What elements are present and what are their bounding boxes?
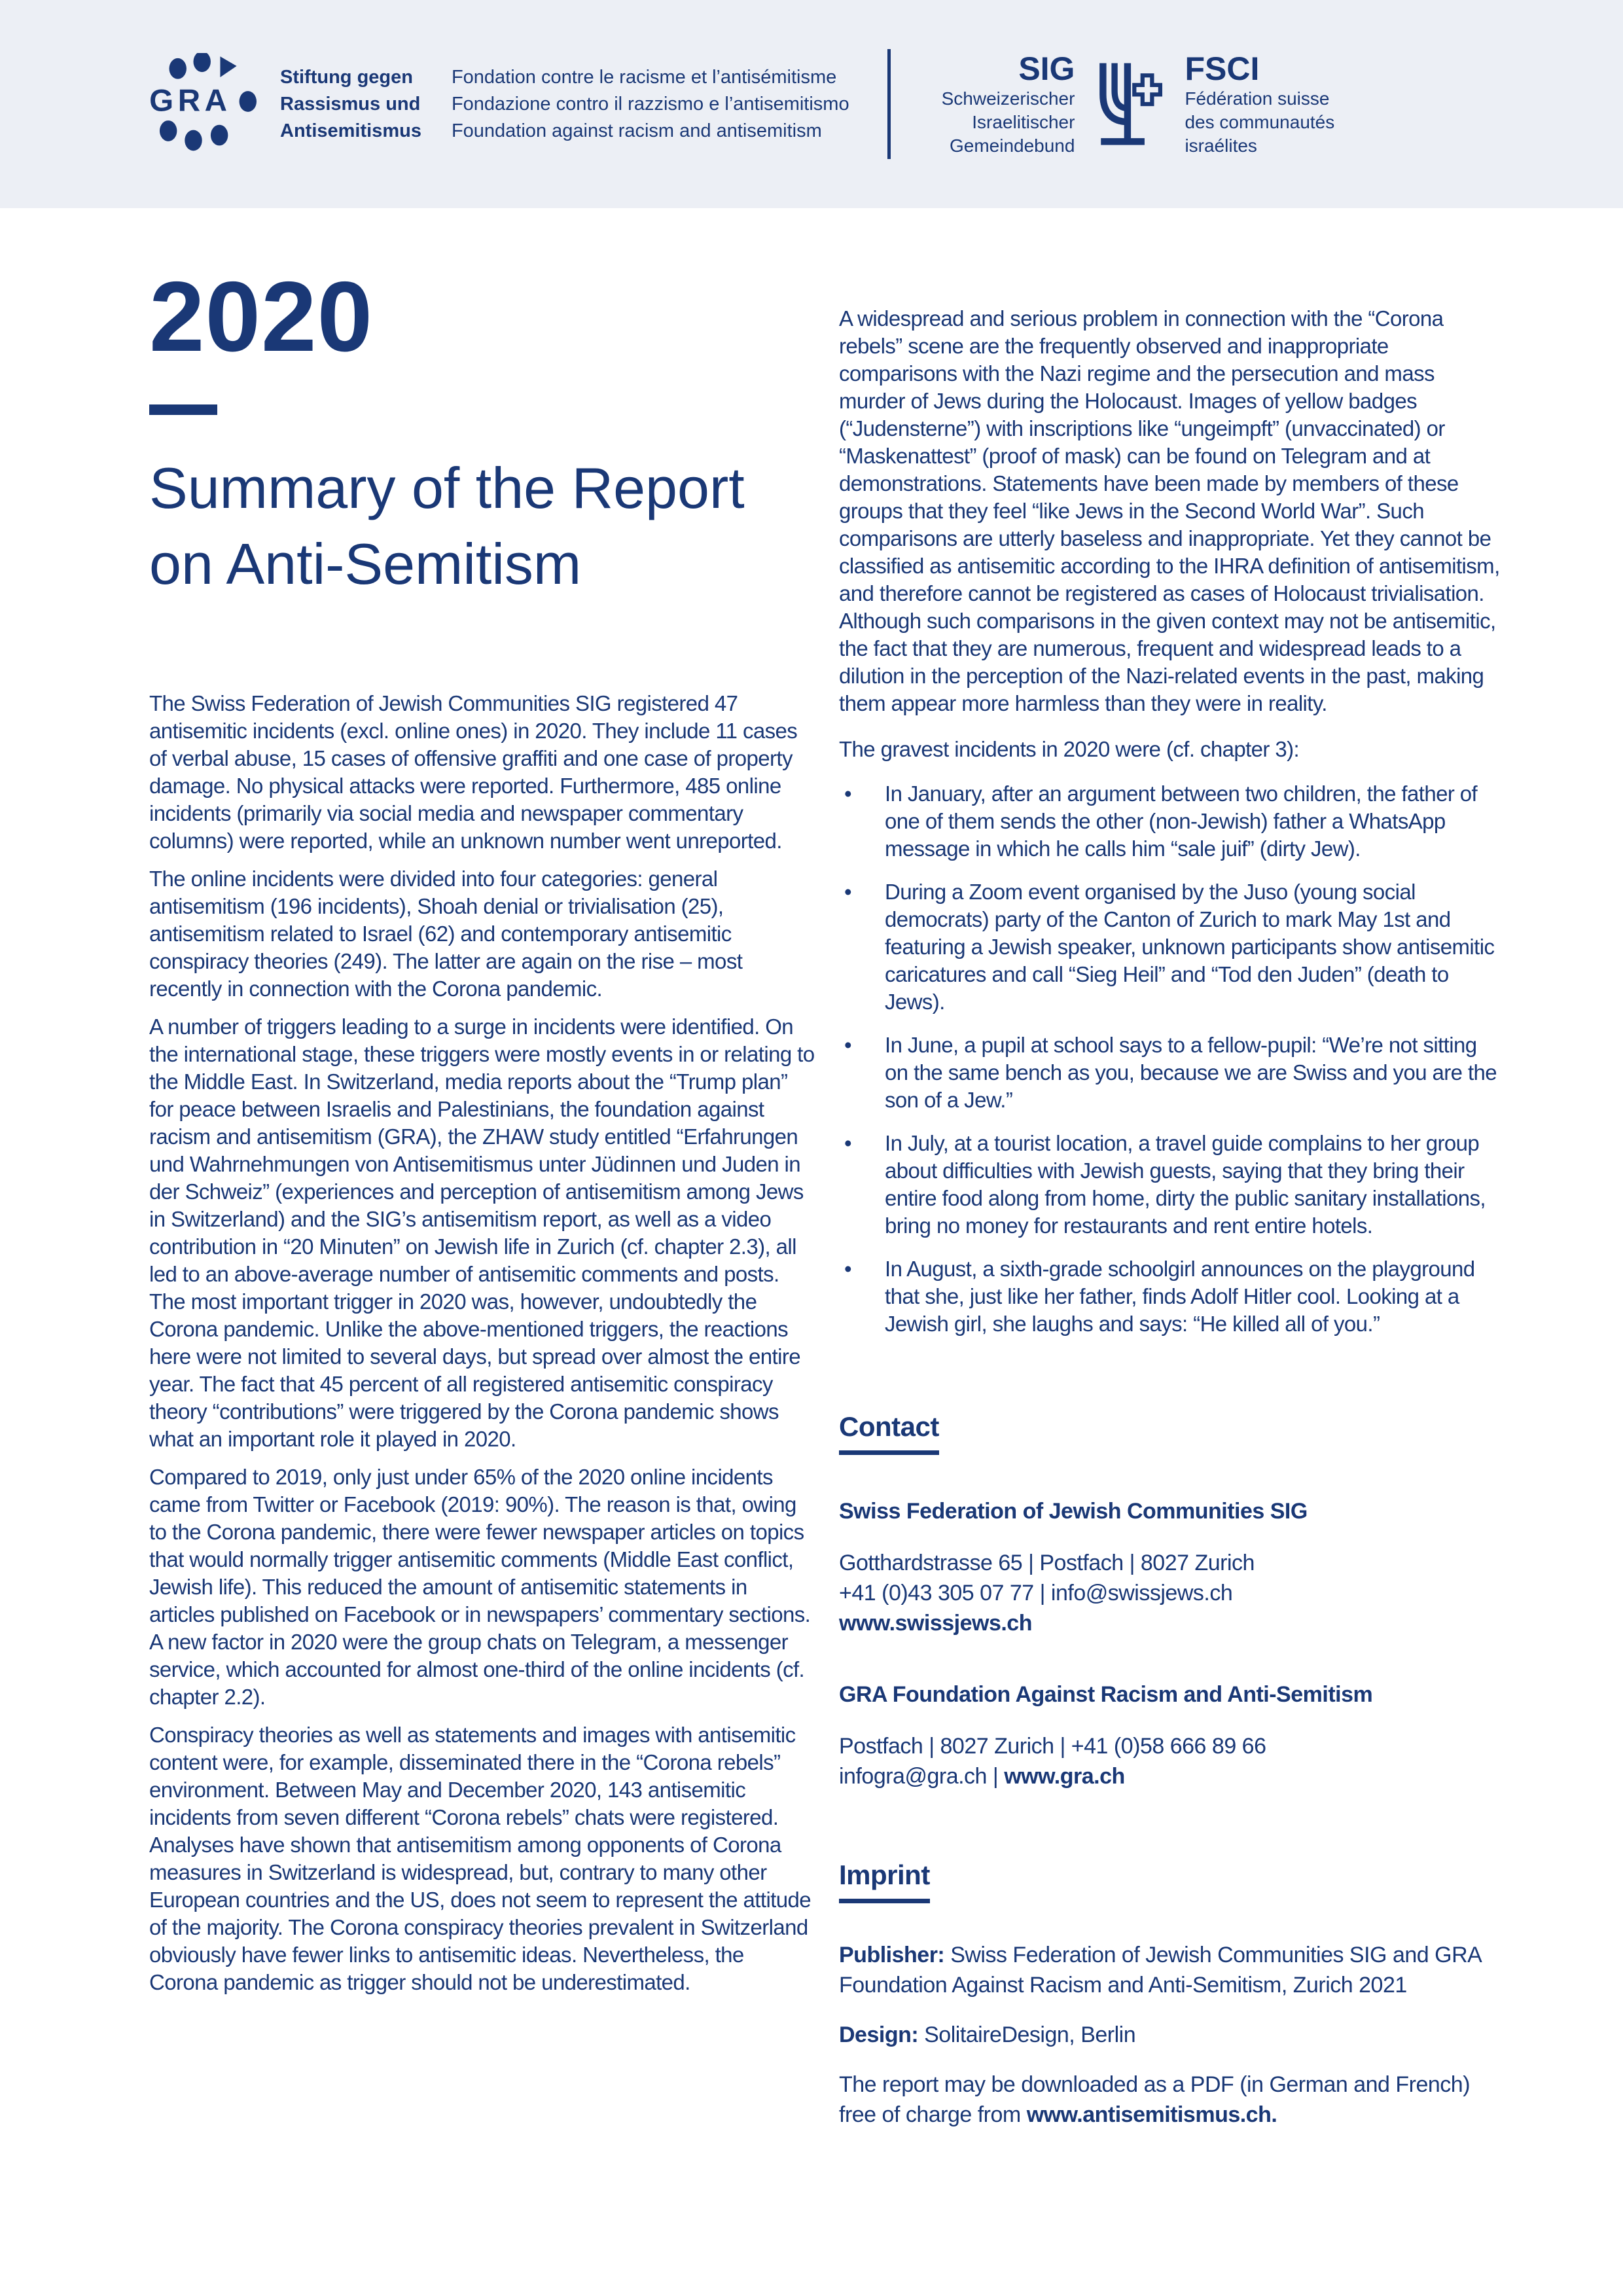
incident-august-schoolgirl: In August, a sixth-grade schoolgirl announces on the playground that she, just like her father, finds Adolf Hitler cool. Looking at a Jewish girl, she laughs and says: “He killed all of you.” <box>885 1257 1475 1336</box>
fsci-name-line2: des communautés <box>1185 112 1335 132</box>
title-accent-bar <box>149 404 217 415</box>
design-label: Design: <box>839 2022 919 2047</box>
gra-name-de-line2: Rassismus und <box>280 93 421 115</box>
imprint-heading: Imprint <box>839 1859 930 1903</box>
header-band <box>0 0 1623 208</box>
contact-sig-email-link[interactable]: info@swissjews.ch <box>1050 1581 1233 1605</box>
gravest-incidents-list <box>839 780 1505 1338</box>
gra-name-it: Fondazione contro il razzismo e l’antisemitismo <box>451 93 849 115</box>
design-text: SolitaireDesign, Berlin <box>918 2022 1136 2047</box>
contact-gra-website-link[interactable]: www.gra.ch <box>1004 1764 1125 1789</box>
fsci-name-line1: Fédération suisse <box>1185 88 1330 109</box>
bullet-icon: • <box>844 1131 852 1155</box>
paragraph-corona-rebels-comparisons: A widespread and serious problem in connection with the “Corona rebels” scene are the frequently observed and inappropriate comparisons with the Nazi regime and the persecution and mass murder of Jews during the Holocaust. Images of yellow badges (“Judensterne”) with inscriptions like “ungeimpft” (unvaccinated) or “Maskenattest” (proof of mask) can be found on Telegram and at demonstrations. Statements have been made by members of these groups that they feel “like Jews in the Second World War”. Such comparisons are utterly baseless and inappropriate. Yet they cannot be classified as antisemitic according to the IHRA definition of antisemitism, and therefore cannot be registered as cases of Holocaust trivialisation. Although such comparisons in the given context may not be antisemitic, the fact that they are numerous, frequent and widespread leads to a dilution in the perception of the Nazi-related events in the past, making them appear more harmless than they were in reality. <box>839 306 1500 715</box>
sig-name-line3: Gemeindebund <box>949 135 1075 156</box>
gra-logo-text: GRA <box>149 83 232 118</box>
gra-name-german <box>280 64 421 145</box>
list-item <box>839 1031 1505 1114</box>
imprint-download <box>839 2070 1505 2130</box>
download-text: The report may be downloaded as a PDF (in German and French) free of charge from <box>839 2072 1471 2127</box>
contact-gra-email-link[interactable]: infogra@gra.ch | <box>839 1764 1005 1789</box>
imprint-section <box>839 1859 1505 2130</box>
contact-section <box>839 1411 1505 1791</box>
sig-menorah-swiss-cross-logo <box>1097 60 1162 149</box>
left-column <box>149 690 815 2007</box>
right-column <box>839 305 1505 2130</box>
fsci-block <box>1185 50 1334 158</box>
incident-july-travel-guide: In July, at a tourist location, a travel guide complains to her group about difficulties with Jewish guests, saying that they bring their entire food along from home, dirty the public sanitary installations, bring no money for restaurants and rent entire hotels. <box>885 1131 1486 1238</box>
page-title-line1: Summary of the Report <box>149 456 745 520</box>
gra-name-fr: Fondation contre le racisme et l’antisémitisme <box>451 66 837 88</box>
bullet-icon: • <box>844 781 852 806</box>
paragraph-online-categories: The online incidents were divided into four categories: general antisemitism (196 incidents), Shoah denial or trivialisation (25), antisemitism related to Israel (62) and contemporary antisemitic conspiracy theories (249). The latter are again on the rise – most recently in connection with the Corona pandemic. <box>149 867 743 1001</box>
publisher-label: Publisher: <box>839 1943 945 1967</box>
incident-january: In January, after an argument between two children, the father of one of them sends the other (non-Jewish) father a WhatsApp message in which he calls him “sale juif” (dirty Jew). <box>885 781 1478 861</box>
imprint-design <box>839 2020 1505 2050</box>
list-item <box>839 878 1505 1016</box>
gravest-incidents-intro: The gravest incidents in 2020 were (cf. chapter 3): <box>839 737 1300 761</box>
bullet-icon: • <box>844 880 852 904</box>
contact-heading: Contact <box>839 1411 939 1455</box>
gra-name-international <box>452 64 849 145</box>
list-item <box>839 1255 1505 1338</box>
contact-gra-email-website <box>839 1761 1505 1791</box>
contact-sig-phone-email <box>839 1578 1505 1608</box>
contact-sig-address: Gotthardstrasse 65 | Postfach | 8027 Zurich <box>839 1551 1255 1575</box>
publisher-text: Swiss Federation of Jewish Communities SIG and GRA Foundation Against Racism and Anti-Semitism, Zurich 2021 <box>839 1943 1481 1998</box>
paragraph-incidents-registered: The Swiss Federation of Jewish Communities SIG registered 47 antisemitic incidents (excl. online ones) in 2020. They include 11 cases of verbal abuse, 15 cases of offensive graffiti and one case of property damage. No physical attacks were reported. Furthermore, 485 online incidents (primarily via social media and newspaper commentary columns) were reported, while an unknown number went unreported. <box>149 691 798 853</box>
contact-gra-address-phone: Postfach | 8027 Zurich | +41 (0)58 666 89 66 <box>839 1734 1266 1759</box>
paragraph-twitter-facebook: Compared to 2019, only just under 65% of the 2020 online incidents came from Twitter or Facebook (2019: 90%). The reason is that, owing to the Corona pandemic, there were fewer newspaper articles on topics that would normally trigger antisemitic comments (Middle East conflict, Jewish life). This reduced the amount of antisemitic statements in articles published on Facebook or in newspapers’ commentary sections. A new factor in 2020 were the group chats on Telegram, a messenger service, which accounted for almost one-third of the online incidents (cf. chapter 2.2). <box>149 1465 811 1709</box>
gra-dots-icon <box>149 53 262 152</box>
page-title <box>149 450 745 602</box>
list-item <box>839 1130 1505 1240</box>
menorah-icon <box>1097 60 1162 149</box>
incident-zoom-event: During a Zoom event organised by the Juso (young social democrats) party of the Canton of Zurich to mark May 1st and featuring a Jewish speaker, unknown participants show antisemitic caricatures and call “Sieg Heil” and “Tod den Juden” (death to Jews). <box>885 880 1495 1014</box>
report-year: 2020 <box>149 261 374 372</box>
bullet-icon: • <box>844 1257 852 1281</box>
sig-block <box>942 50 1075 158</box>
gra-name-de-line3: Antisemitismus <box>280 120 421 141</box>
gra-name-en: Foundation against racism and antisemitism <box>451 120 822 141</box>
sig-name-line1: Schweizerischer <box>941 88 1075 109</box>
contact-gra-name: GRA Foundation Against Racism and Anti-Semitism <box>839 1682 1373 1707</box>
header-divider <box>887 49 891 159</box>
fsci-abbr: FSCI <box>1185 50 1260 87</box>
gra-dots-logo <box>149 53 262 156</box>
title-block <box>149 261 745 602</box>
sig-abbr: SIG <box>1018 50 1075 87</box>
incident-june-school: In June, a pupil at school says to a fellow-pupil: “We’re not sitting on the same bench as you, because we are Swiss and you are the son of a Jew.” <box>885 1033 1497 1112</box>
gra-name-de-line1: Stiftung gegen <box>280 66 413 88</box>
contact-sig-website-link[interactable]: www.swissjews.ch <box>839 1611 1032 1636</box>
page-title-line2: on Anti-Semitism <box>149 531 582 596</box>
paragraph-triggers: A number of triggers leading to a surge in incidents were identified. On the international stage, these triggers were mostly events in or relating to the Middle East. In Switzerland, media reports about the “Trump plan” for peace between Israelis and Palestinians, the foundation against racism and antisemitism (GRA), the ZHAW study entitled “Erfahrungen und Wahrnehmungen von Antisemitismus unter Jüdinnen und Juden in der Schweiz” (experiences and perception of antisemitism among Jews in Switzerland) and the SIG’s antisemitism report, as well as a video contribution in “20 Minuten” on Jewish life in Zurich (cf. chapter 2.3), all led to an above-average number of antisemitic comments and posts. The most important trigger in 2020 was, however, undoubtedly the Corona pandemic. Unlike the above-mentioned triggers, the reactions here were not limited to several days, but spread over almost the entire year. The fact that 45 percent of all registered antisemitic conspiracy theory “contributions” were triggered by the Corona pandemic shows what an important role it played in 2020. <box>149 1014 815 1451</box>
paragraph-conspiracy-theories: Conspiracy theories as well as statements and images with antisemitic content were, for example, disseminated there in the “Corona rebels” environment. Between May and December 2020, 143 antisemitic incidents from seven different “Corona rebels” chats were registered. Analyses have shown that antisemitism among opponents of Corona measures in Switzerland is widespread, but, contrary to many other European countries and the US, does not seem to represent the attitude of the majority. The Corona conspiracy theories prevalent in Switzerland obviously have fewer links to antisemitic ideas. Nevertheless, the Corona pandemic as trigger should not be underestimated. <box>149 1723 812 1994</box>
download-website-link[interactable]: www.antisemitismus.ch. <box>1026 2102 1277 2127</box>
contact-gra-details <box>839 1731 1505 1791</box>
contact-sig-phone: +41 (0)43 305 07 77 | <box>839 1581 1051 1605</box>
bullet-icon: • <box>844 1033 852 1057</box>
contact-sig-details <box>839 1548 1505 1638</box>
imprint-publisher <box>839 1940 1505 2000</box>
list-item <box>839 780 1505 863</box>
fsci-name-line3: israélites <box>1185 135 1257 156</box>
contact-sig-name: Swiss Federation of Jewish Communities SIG <box>839 1499 1308 1524</box>
sig-name-line2: Israelitischer <box>972 112 1075 132</box>
